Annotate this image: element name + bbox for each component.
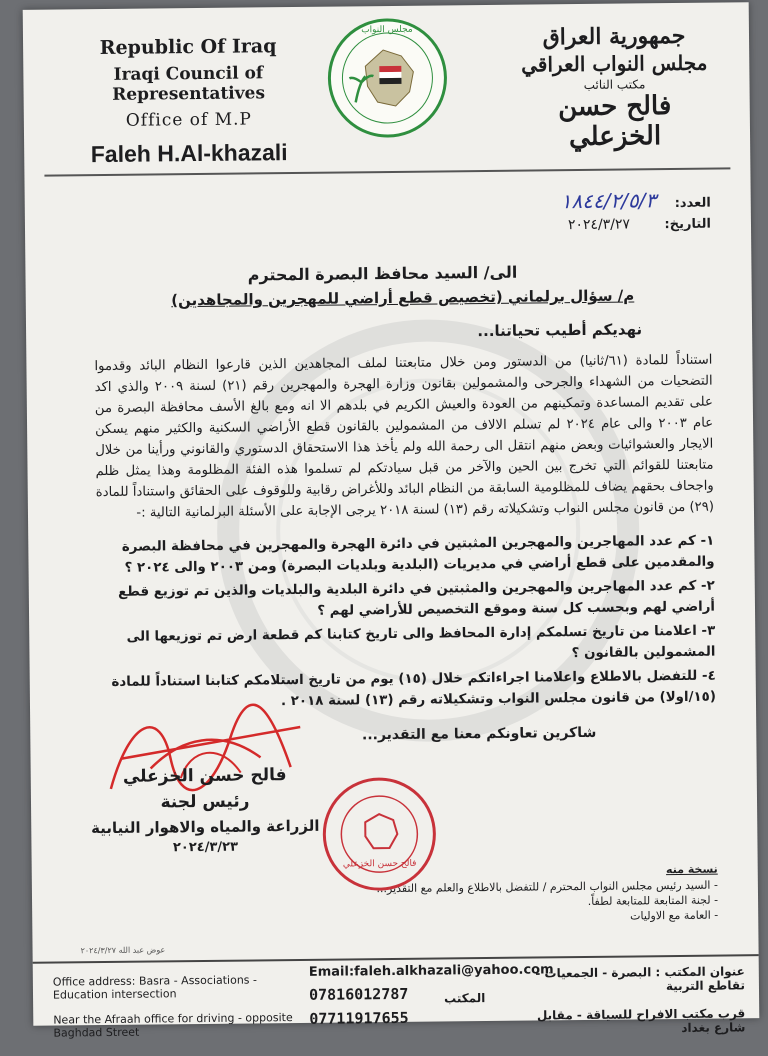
footer-address-english: [53, 973, 304, 1052]
reference-date-row: [561, 216, 711, 246]
letter-closing: شاكرين تعاونكم معنا مع التقدير...: [361, 724, 597, 744]
header-ar-country: جمهورية العراق: [542, 22, 686, 51]
header-ar-name: فالح حسن الخزعلي: [557, 91, 672, 153]
header-ar-office: مكتب النائب: [583, 77, 646, 92]
header-en-council: Iraqi Council of Representatives: [112, 63, 266, 105]
copy-to-item: - العامة مع الاوليات: [630, 908, 719, 923]
date-label: التاريخ:: [664, 216, 712, 233]
letter-body: [93, 261, 716, 746]
copy-to-block: [298, 863, 719, 926]
signatory-committee: الزراعة والمياه والاهوار النيابية: [90, 816, 320, 838]
question-item: ٤- للتفضل بالاطلاع واعلامنا اجراءاتكم خلال (١٥) يوم من تاريخ استلامكم كتابنا استناداً للمادة (١٥/اولا) من قانون مجلس النواب وتشكيلاته رقم (١٣) لسنة ٢٠١٨ .: [111, 668, 717, 709]
logo-text: مجلس النواب: [361, 24, 413, 36]
copy-to-heading: نسخة منه: [665, 862, 718, 877]
footer-address-arabic: [505, 964, 746, 1051]
question-item: ٣- اعلامنا من تاريخ تسلمكم إدارة المحافظ والى تاريخ كتابنا كم قطعة ارض تم توزيعها الى المشمولين بالقانون ؟: [126, 623, 716, 661]
letter-recipient: الى/ السيد محافظ البصرة المحترم: [247, 262, 518, 285]
question-item: ٢- كم عدد المهاجرين والمهجرين والمثبتين في دائرة البلدية والبلديات والذين تم توزيع قطع أراضي لهم وبحسب كل سنة وموقع التخصيص للأراضي لهم ؟: [118, 578, 716, 619]
date-value: ٢٠٢٤/٣/٢٧: [567, 216, 631, 234]
letter-footer: [33, 954, 760, 1040]
number-label: العدد:: [674, 195, 711, 212]
signatory-title: رئيس لجنة: [160, 791, 250, 813]
header-english: [63, 35, 314, 169]
stamp-text: فالح حسن الخزعلي: [342, 858, 417, 870]
letter-page: [23, 2, 760, 1040]
signature-block: [75, 765, 336, 857]
footer-phone-2: 07711917655: [309, 1008, 409, 1028]
copy-to-item: - لجنة المتابعة للمتابعة لطفاً.: [587, 893, 719, 908]
question-item: ١- كم عدد المهاجرين والمهجرين المثبتين في دائرة الهجرة والمهجرين في محافظة البصرة والمقدمين على قطع أراضي في مديريات (البلدية وبلديات البصرة) ومن ٢٠٠٣ والى ٢٠٢٤ ؟: [121, 533, 715, 576]
typist-note: عوض عبد الله ٢٠٢٤/٣/٢٧: [80, 945, 166, 956]
footer-address-en-2: Near the Afraah office for driving - opposite Baghdad Street: [53, 1011, 293, 1040]
footer-phone-1: 07816012787: [308, 984, 409, 1004]
header-en-country: Republic Of Iraq: [99, 35, 277, 60]
copy-to-item: - السيد رئيس مجلس النواب المحترم / للتفضل بالاطلاع والعلم مع التقدير...: [376, 878, 718, 896]
footer-address-ar-1: عنوان المكتب : البصرة - الجمعيات - تقاطع التربية: [535, 964, 746, 994]
footer-address-ar-2: قرب مكتب الافراح للسياقة - مقابل شارع بغداد: [536, 1006, 746, 1035]
letter-paragraph: استناداً للمادة (٦١/ثانيا) من الدستور ومن خلال متابعتنا لملف المجاهدين الذين قارعوا النظام البائد وقدموا التضحيات من الشهداء والجرحى والمشمولين بقانون وزارة الهجرة والمهجرين رقم (٢١) لسنة ٢٠٠٩ والذي اكد على تقديم المساعدة وتمكينهم من العودة والعيش الكريم في بلدهم الا انه ومع بالغ الأسف محافظة البصرة من عام ٢٠٠٣ والى عام ٢٠٢٤ لم تسلم الالاف من المشمولين بالقانون قطع الأراضي السكنية والكثير منهم يسكن الايجار والعشوائيات وبعض منهم انتقل الى رحمة الله ولم يأخذ هذا الاستحقاق الدستوري والقانوني ورأينا من خلال متابعتنا للقوائم التي تخرج بين الحين والآخر من قبل سيادتكم لم تسلموا هذه الفئة المظلومة وهذا يمثل ظلم واجحاف بحقهم يضاف للمظلومية السابقة من النظام البائد وللأغراض رقابية وللوقوف على الحقائق واستناداً للمادة (٢٩) من قانون مجلس النواب وتشكيلاته رقم (١٣) لسنة ٢٠١٨ يرجى الإجابة على الأسئلة البرلمانية التالية :-: [94, 352, 715, 521]
header-arabic: [509, 23, 720, 153]
header-en-office: Office of M.P: [125, 109, 253, 131]
signatory-name: فالح حسن الخزعلي: [122, 765, 287, 787]
signature-date: ٢٠٢٤/٣/٢٣: [172, 839, 239, 856]
council-logo-icon: [325, 15, 450, 140]
reference-block: [561, 188, 712, 246]
footer-office-label: المكتب: [444, 991, 486, 1006]
footer-address-en-1: Office address: Basra - Associations - Education intersection: [52, 973, 258, 1002]
header-en-name: Faleh H.Al-khazali: [90, 139, 288, 168]
letter-greeting: نهديكم أطيب تحياتنا...: [477, 320, 643, 341]
letter-subject: م/ سؤال برلماني (تخصيص قطع أراضي للمهجرين والمجاهدين): [171, 286, 635, 310]
number-value: ١٨٤٤/٢/٥/٣: [560, 188, 657, 214]
reference-number-row: [561, 188, 711, 218]
footer-email: Email:faleh.alkhazali@yahoo.com: [308, 962, 554, 980]
header-ar-council: مجلس النواب العراقي: [521, 50, 708, 77]
question-list: [96, 532, 716, 714]
header-divider: [44, 167, 730, 176]
